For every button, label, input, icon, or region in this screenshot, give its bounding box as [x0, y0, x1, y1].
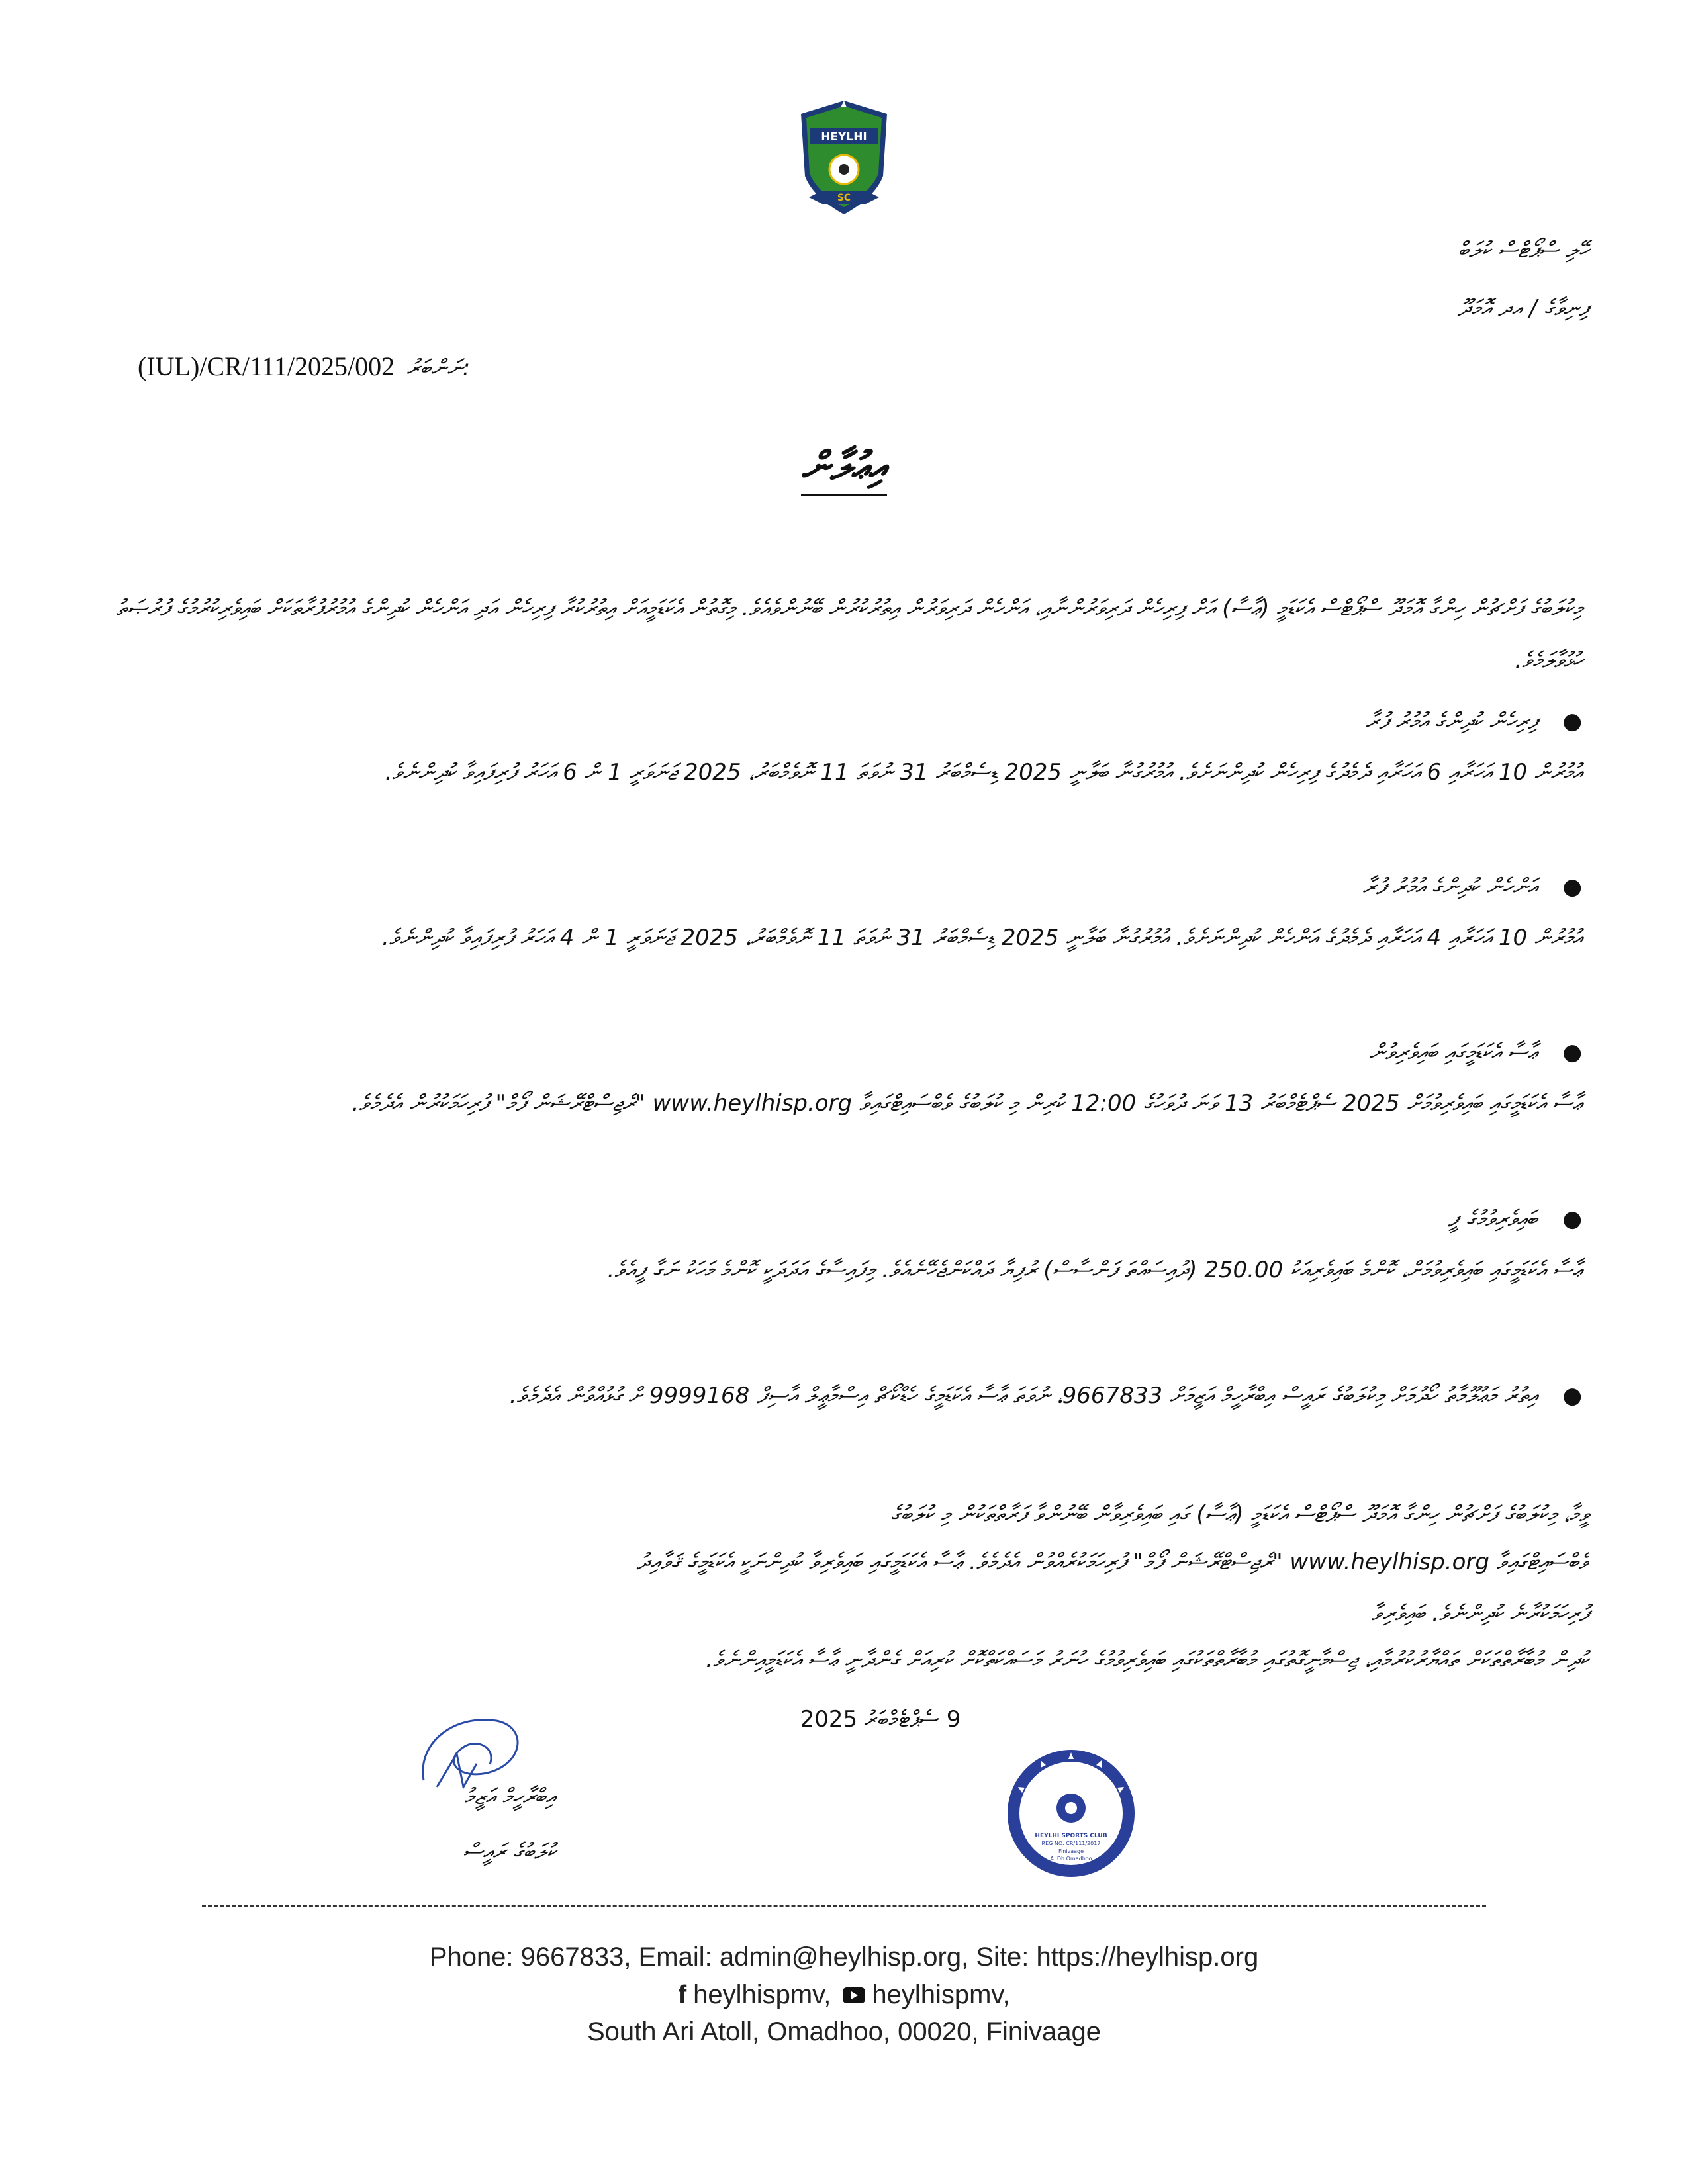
- section-heading: އަންހެން ކުދިންގެ އުމުރު ފުރާ: [1362, 874, 1538, 900]
- seal-line-1: HEYLHI SPORTS CLUB: [1035, 1833, 1107, 1839]
- facebook-icon[interactable]: f: [678, 1981, 687, 2009]
- logo-text-top: HEYLHI: [821, 130, 867, 144]
- bullet-icon: ●: [1562, 708, 1582, 735]
- club-logo: [796, 98, 892, 221]
- club-seal: [1005, 1747, 1137, 1880]
- reference-number: (IUL)/CR/111/2025/002: [138, 351, 395, 381]
- section-2-heading-row: [126, 867, 1582, 907]
- section-5: [99, 1370, 1582, 1422]
- footer-address: South Ari Atoll, Omadhoo, 00020, Finivaage: [586, 2017, 1102, 2046]
- section-text: އިތުރު މަޢުލޫމާތު ހޯދުމަށް މިކުލަބުގެ ރައީސް އިބްރާހީމް އަޒީމަށް 9667833، ނުވަތަ ޢާސާ އެކަޑަމީގެ ހެޑްކޯޗް އިސްމާޢީލް އާސިފް 9999168 ށް ގުޅުއްވުން އެދެމެވެ.: [509, 1383, 1538, 1409]
- page-title: އިޢުލާން: [728, 443, 960, 496]
- closing-line-1: ވީމާ، މިކުލަބުގެ ފަށްޗުން ހިންގާ އޮމަދޫ ސްޕޯޓްސް އެކަޑަމީ (ޢާސާ) ގައި ބައިވެރިވާން ބޭނުންވާ ފަރާތްތަކުން މި ކުލަބުގެ: [890, 1501, 1589, 1527]
- bullet-icon: ●: [1562, 1206, 1582, 1232]
- letter-date: 9 ސެޕްޓެމްބަރު 2025: [800, 1706, 961, 1733]
- bullet-icon: ●: [1562, 874, 1582, 900]
- section-4-heading-row: [126, 1199, 1582, 1239]
- seal-line-2: REG NO: CR/111/2017: [1041, 1841, 1101, 1846]
- section-text: ޢާސާ އެކަޑަމީގައި ބައިވެރިވުމަށް، ކޮންމެ ބައިވެރިއަކު 250.00 (ދުއިސައްތަ ފަންސާސް) ރުފިޔާ ދައްކަންޖެހޭނެއެވެ. މިފައިސާގެ އަދަދަކީ ކޮންމެ މަހަކު ނަގާ ފީއެވެ.: [607, 1257, 1582, 1283]
- closing-line-4: ކުދިން މުބާރާތްތަކަށް ތައްޔާރުކުރުމާއި، ޖިސްމާނީގޮތުގައި މުބާރާތްތަކުގައި ބައިވެރިވުމުގެ ހުނަރު މަސައްކަތްކޮށް ކުރިއަށް ގެންދާނީ ޢާސާ އެކަޑަމީއިންނެވެ.: [706, 1647, 1589, 1673]
- closing-line-3: ފުރިހަމަކުރާނެ ކުދިންނެވެ. ބައިވެރިވާ: [1371, 1600, 1589, 1627]
- seal-line-4: A. Dh Omadhoo: [1050, 1856, 1092, 1862]
- section-text: އުމުރުން 10 އަހަރާއި 6 އަހަރާއި ދެމެދުގެ ފިރިހެން ކުދިންނަށެވެ. އުމުރުގުނާ ބަލާނީ 2025 ޑިސެމްބަރު 31 ނުވަތަ 11 ނޮވެމްބަރު، 2025 ޖަނަވަރީ 1 ން 6 އަހަރު ފުރިފައިވާ ކުދިންނެވެ.: [385, 759, 1582, 786]
- logo-text-bottom: SC: [837, 193, 851, 203]
- section-heading: ޢާސާ އެކަޑަމީގައި ބައިވެރިވުން: [1369, 1039, 1538, 1066]
- youtube-icon[interactable]: [843, 1987, 865, 2003]
- reference: [138, 351, 470, 382]
- bullet-icon: ●: [1562, 1039, 1582, 1066]
- facebook-handle[interactable]: heylhispmv,: [693, 1980, 831, 2009]
- section-text: އުމުރުން 10 އަހަރާއި 4 އަހަރާއި ދެމެދުގެ އަންހެން ކުދިންނަށެވެ. އުމުރުގުނާ ބަލާނީ 2025 ޑިސެމްބަރު 31 ނުވަތަ 11 ނޮވެމްބަރު، 2025 ޖަނަވަރީ 1 ން 4 އަހަރު ފުރިފައިވާ ކުދިންނެވެ.: [382, 925, 1582, 951]
- signatory-name: އިބްރާހީމް އަޒީމު: [464, 1784, 556, 1810]
- footer-contact: Phone: 9667833, Email: admin@heylhisp.org, Site: https://heylhisp.org: [429, 1942, 1259, 1972]
- footer-divider: [202, 1905, 1486, 1907]
- seal-line-3: Finivaage: [1058, 1848, 1084, 1854]
- bullet-icon: ●: [1562, 1383, 1582, 1409]
- section-3-heading-row: [126, 1032, 1582, 1072]
- closing-line-2: ވެބްސައިޓްގައިވާ www.heylhisp.org "ރެޖިސްޓްރޭޝަން ފޯމް" ފުރިހަމަކުރެއްވުން އެދެމެވެ. ޢާސާ އެކަޑަމީގައި ބައިވެރިވާ ކުދިންނަކީ އެކަޑަމީގެ ޤަވާއިދު: [636, 1549, 1589, 1575]
- org-name: ހޭލި ސްޕޯޓްސް ކުލަބް: [1458, 237, 1589, 263]
- signatory-title: ކުލަބުގެ ރައީސް: [463, 1839, 556, 1865]
- section-1-heading-row: [126, 702, 1582, 741]
- section-heading: ބައިވެރިވުމުގެ ފީ: [1448, 1206, 1538, 1232]
- section-text: ޢާސާ އެކަޑަމީގައި ބައިވެރިވުމަށް 2025 ސެޕްޓެމްބަރު 13 ވަނަ ދުވަހުގެ 12:00 ކުރިން މި ކުލަބުގެ ވެބްސައިޓްގައިވާ www.heylhisp.org "ރެޖިސްޓްރޭޝަން ފޯމް" ފުރިހަމަކުރުން އެދެމެވެ.: [352, 1090, 1582, 1116]
- section-heading: ފިރިހެން ކުދިންގެ އުމުރު ފުރާ: [1365, 708, 1538, 735]
- footer-social: [0, 1980, 1688, 2010]
- intro-paragraph: މިކުލަބުގެ ފަށްޗުން ހިންގާ އޮމަދޫ ސްޕޯޓްސް އެކަޑަމީ (ޢާސާ) އަށް ފިރިހެން ދަރިވަރުންނާއި، އަންހެން ދަރިވަރުން އިތުރުކުރުން ބޭނުންވެއެވެ. މިގޮތުން އެކަޑަމީއަށް އިތުރުކުރާ ފިރިހެން އަދި އަންހެން ކުދިންގެ އުމުރުފުރާތަކަށް ބައިވެރިކުރުމުގެ ފުރުޞަތު ހުޅުވާލަމެވެ.: [116, 595, 1582, 674]
- youtube-handle[interactable]: heylhispmv,: [872, 1980, 1010, 2009]
- reference-label: ނަންބަރު:: [406, 355, 471, 381]
- org-address: ފިނިވާގެ / އދ އޮމަދޫ: [1457, 295, 1589, 322]
